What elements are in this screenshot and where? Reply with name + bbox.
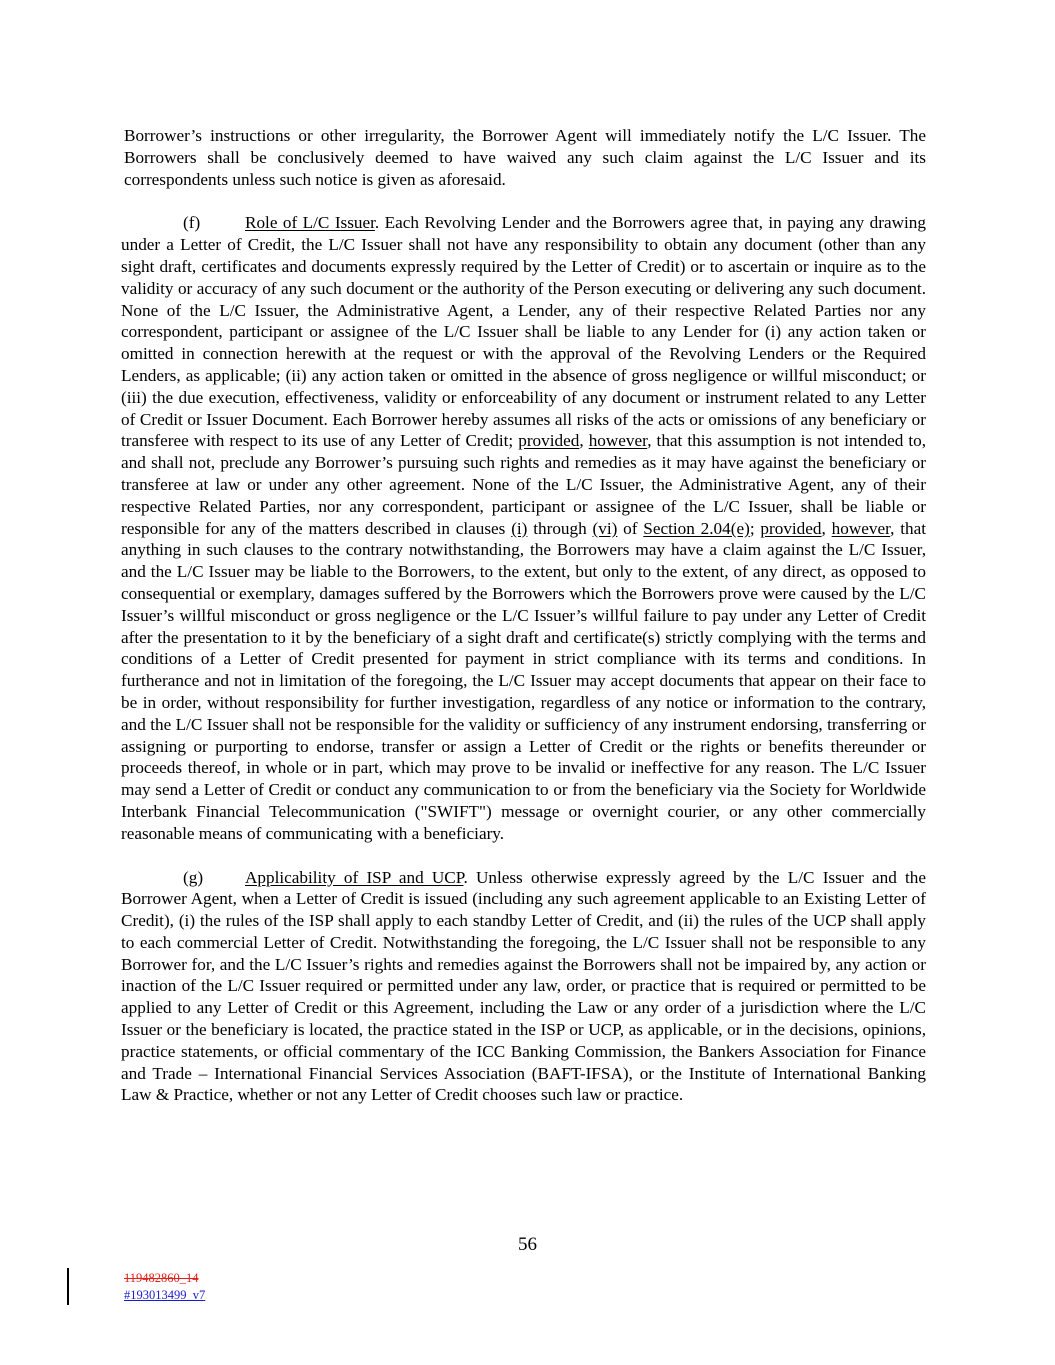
punctuation: , <box>579 431 589 451</box>
clause-ref-vi: (vi) <box>592 518 618 538</box>
deleted-document-id: 119482860_14 <box>124 1271 199 1285</box>
section-reference: Section 2.04(e) <box>643 518 750 538</box>
term-however: however <box>831 518 891 538</box>
paragraph-f-text-2: , that this assumption is not intended to, and shall not, preclude any Borrower’s pursuing such rights and remedies as it may have against the beneficiary or transferee at law or under any other agreement. None of the L/C Issuer, the Administrative Agent, any of their respective Related Parties, nor any correspondent, participant or assignee of the L/C Issuer, shall be liable or responsible for any of the matters described in clauses <box>121 431 927 538</box>
clause-ref-i: (i) <box>511 518 528 538</box>
section-heading-applicability-isp-ucp: Applicability of ISP and UCP <box>245 867 464 887</box>
paragraph-spacer <box>121 190 926 212</box>
paragraph-f-text-3: , that anything in such clauses to the contrary notwithstanding, the Borrowers may have a claim against the L/C Issuer, and the L/C Issuer may be liable to the Borrowers, to the extent, but only to the extent, of any direct, as opposed to consequential or exemplary, damages suffered by the Borrowers which the Borrowers prove were caused by the L/C Issuer’s willful misconduct or gross negligence or the L/C Issuer’s willful failure to pay under any Letter of Credit after the presentation to it by the beneficiary of a sight draft and certificate(s) strictly complying with the terms and conditions of a Letter of Credit presented for payment in strict compliance with its terms and conditions. In furtherance and not in limitation of the foregoing, the L/C Issuer may accept documents that appear on their face to be in order, without responsibility for further investigation, regardless of any notice or information to the contrary, and the L/C Issuer shall not be responsible for the validity or sufficiency of any instrument endorsing, transferring or assigning or purporting to endorse, transfer or assign a Letter of Credit or the rights or benefits thereunder or proceeds thereof, in whole or in part, which may prove to be invalid or ineffective for any reason. The L/C Issuer may send a Letter of Credit or conduct any communication to or from the beneficiary via the Society for Worldwide Interbank Financial Telecommunication ("SWIFT") message or overnight courier, or any other commercially reasonable means of communicating with a beneficiary. <box>121 518 927 843</box>
paragraph-f-text-1: . Each Revolving Lender and the Borrowers agree that, in paying any drawing under a Letter of Credit, the L/C Issuer shall not have any responsibility to obtain any document (other than any sight draft, certificates and documents expressly required by the Letter of Credit) or to ascertain or inquire as to the validity or accuracy of any such document or the authority of the Person executing or delivering any such document. None of the L/C Issuer, the Administrative Agent, a Lender, any of their respective Related Parties nor any correspondent, participant or assignee of the L/C Issuer shall be liable to any Lender for (i) any action taken or omitted in connection herewith at the request or with the approval of the Revolving Lenders or the Required Lenders, as applicable; (ii) any action taken or omitted in the absence of gross negligence or willful misconduct; or (iii) the due execution, effectiveness, validity or enforceability of any document or instrument related to any Letter of Credit or Issuer Document. Each Borrower hereby assumes all risks of the acts or omissions of any beneficiary or transferee with respect to its use of any Letter of Credit; <box>121 213 926 451</box>
paragraph-continuation: Borrower’s instructions or other irregularity, the Borrower Agent will immediately notify the L/C Issuer. The Borrowers shall be conclusively deemed to have waived any such claim against the L/C Issuer and its correspondents unless such notice is given as aforesaid. <box>124 126 926 189</box>
paragraph-g <box>121 867 926 1107</box>
punctuation: ; <box>749 518 761 538</box>
revision-change-bar <box>67 1268 69 1305</box>
inserted-document-id: #193013499_v7 <box>124 1288 206 1302</box>
punctuation: , <box>821 518 832 538</box>
connector-text: through <box>527 518 593 538</box>
paragraph-spacer <box>121 845 926 867</box>
paragraph-f <box>121 212 926 844</box>
term-provided: provided <box>760 518 822 538</box>
term-provided: provided <box>518 431 580 451</box>
paragraph-g-text: . Unless otherwise expressly agreed by the L/C Issuer and the Borrower Agent, when a Letter of Credit is issued (including any such agreement applicable to an Existing Letter of Credit), (i) the rules of the ISP shall apply to each standby Letter of Credit, and (ii) the rules of the UCP shall apply to each commercial Letter of Credit. Notwithstanding the foregoing, the L/C Issuer shall not be responsible to any Borrower for, and the L/C Issuer’s rights and remedies against the Borrowers shall not be impaired by, any action or inaction of the L/C Issuer required or permitted under any law, order, or practice that is required or permitted to be applied to any Letter of Credit or this Agreement, including the Law or any order of a jurisdiction where the L/C Issuer or the beneficiary is located, the practice stated in the ISP or UCP, as applicable, or in the decisions, opinions, practice statements, or official commentary of the ICC Banking Commission, the Bankers Association for Finance and Trade – International Financial Services Association (BAFT-IFSA), or the Institute of International Banking Law & Practice, whether or not any Letter of Credit chooses such law or practice. <box>121 867 927 1105</box>
section-heading-role-of-lc-issuer: Role of L/C Issuer <box>245 213 375 233</box>
section-number-f: (f) <box>183 213 201 233</box>
document-body <box>121 125 926 1106</box>
page-number: 56 <box>518 1234 537 1255</box>
section-number-g: (g) <box>183 867 204 887</box>
term-however: however <box>588 431 648 451</box>
connector-text: of <box>617 518 644 538</box>
